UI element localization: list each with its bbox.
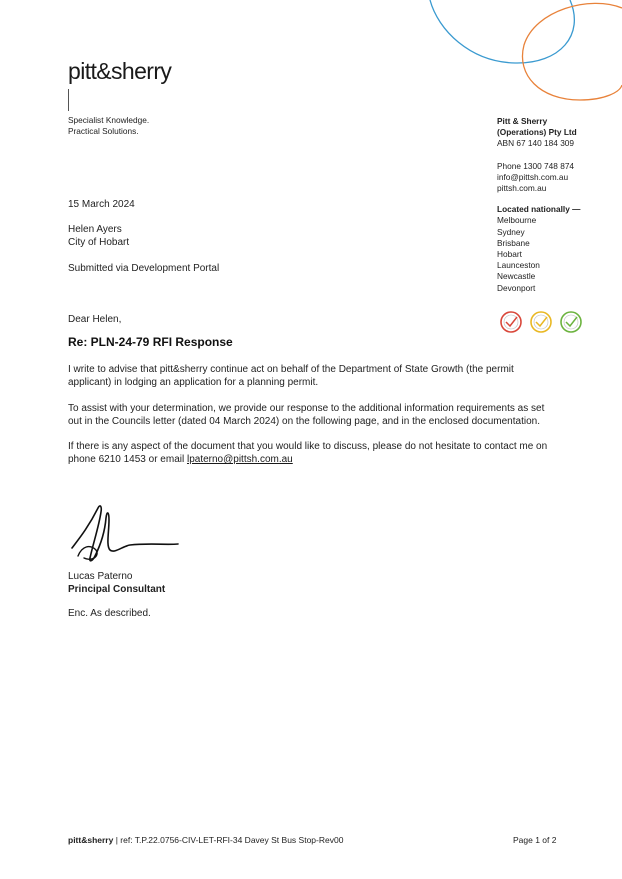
- handwritten-signature: [68, 500, 183, 568]
- letter-date: 15 March 2024: [68, 199, 135, 210]
- page-number: Page 1 of 2: [513, 835, 557, 845]
- recipient-block: [68, 223, 129, 249]
- paragraph-3: [68, 440, 548, 466]
- location-item: Brisbane: [497, 237, 530, 248]
- company-abn: ABN 67 140 184 309: [497, 138, 575, 149]
- contact-email-link[interactable]: lpaterno@pittsh.com.au: [186, 454, 293, 465]
- decorative-swirl: [420, 0, 622, 110]
- swirl-orange-line: [522, 3, 622, 100]
- locations-heading: Located nationally —: [497, 204, 581, 215]
- swirl-blue-line: [430, 0, 574, 63]
- location-item: Sydney: [497, 226, 525, 237]
- location-item: Launceston: [497, 260, 540, 271]
- subject-line: Re: PLN-24-79 RFI Response: [68, 335, 233, 349]
- company-details: [497, 116, 617, 294]
- location-item: Newcastle: [497, 271, 536, 282]
- signer-title: Principal Consultant: [68, 584, 166, 595]
- recipient-org: City of Hobart: [68, 237, 130, 248]
- logo-divider: [68, 89, 69, 111]
- company-phone: Phone 1300 748 874: [497, 160, 575, 171]
- footer-brand: pitt&sherry: [68, 835, 114, 845]
- company-email: info@pittsh.com.au: [497, 171, 569, 182]
- paragraph-1: I write to advise that pitt&sherry continue act on behalf of the Department of State Growth (the permit applicant) in lodging an application for a planning permit.: [68, 364, 514, 388]
- tagline-line1: Specialist Knowledge.: [68, 115, 150, 125]
- salutation: Dear Helen,: [68, 314, 122, 325]
- company-logo: pitt&sherry: [68, 58, 172, 84]
- badge-yellow-icon: [531, 312, 551, 332]
- tagline-line2: Practical Solutions.: [68, 126, 139, 136]
- location-item: Devonport: [497, 282, 536, 293]
- company-name-line2: (Operations) Pty Ltd: [497, 127, 577, 138]
- certification-badges: [497, 309, 587, 335]
- footer-reference: [68, 835, 558, 845]
- enclosure-note: Enc. As described.: [68, 608, 151, 619]
- recipient-name: Helen Ayers: [68, 224, 122, 235]
- signer-name: Lucas Paterno: [68, 571, 133, 582]
- tagline: [68, 115, 149, 137]
- badge-red-icon: [501, 312, 521, 332]
- badge-green-icon: [561, 312, 581, 332]
- footer-ref: | ref: T.P.22.0756-CIV-LET-RFI-34 Davey St Bus Stop-Rev00: [113, 835, 344, 845]
- paragraph-3-text: If there is any aspect of the document that you would like to discuss, please do not hesitate to contact me on phone 6210 1453 or email: [68, 441, 548, 465]
- location-item: Melbourne: [497, 215, 537, 226]
- company-name-line1: Pitt & Sherry: [497, 116, 548, 126]
- company-website: pittsh.com.au: [497, 183, 547, 194]
- location-item: Hobart: [497, 249, 522, 260]
- signer-block: [68, 570, 165, 596]
- paragraph-2: To assist with your determination, we provide our response to the additional information requirements as set out in the Councils letter (dated 04 March 2024) on the following page, and in the enclosed documentation.: [68, 403, 545, 427]
- delivery-method: Submitted via Development Portal: [68, 263, 220, 274]
